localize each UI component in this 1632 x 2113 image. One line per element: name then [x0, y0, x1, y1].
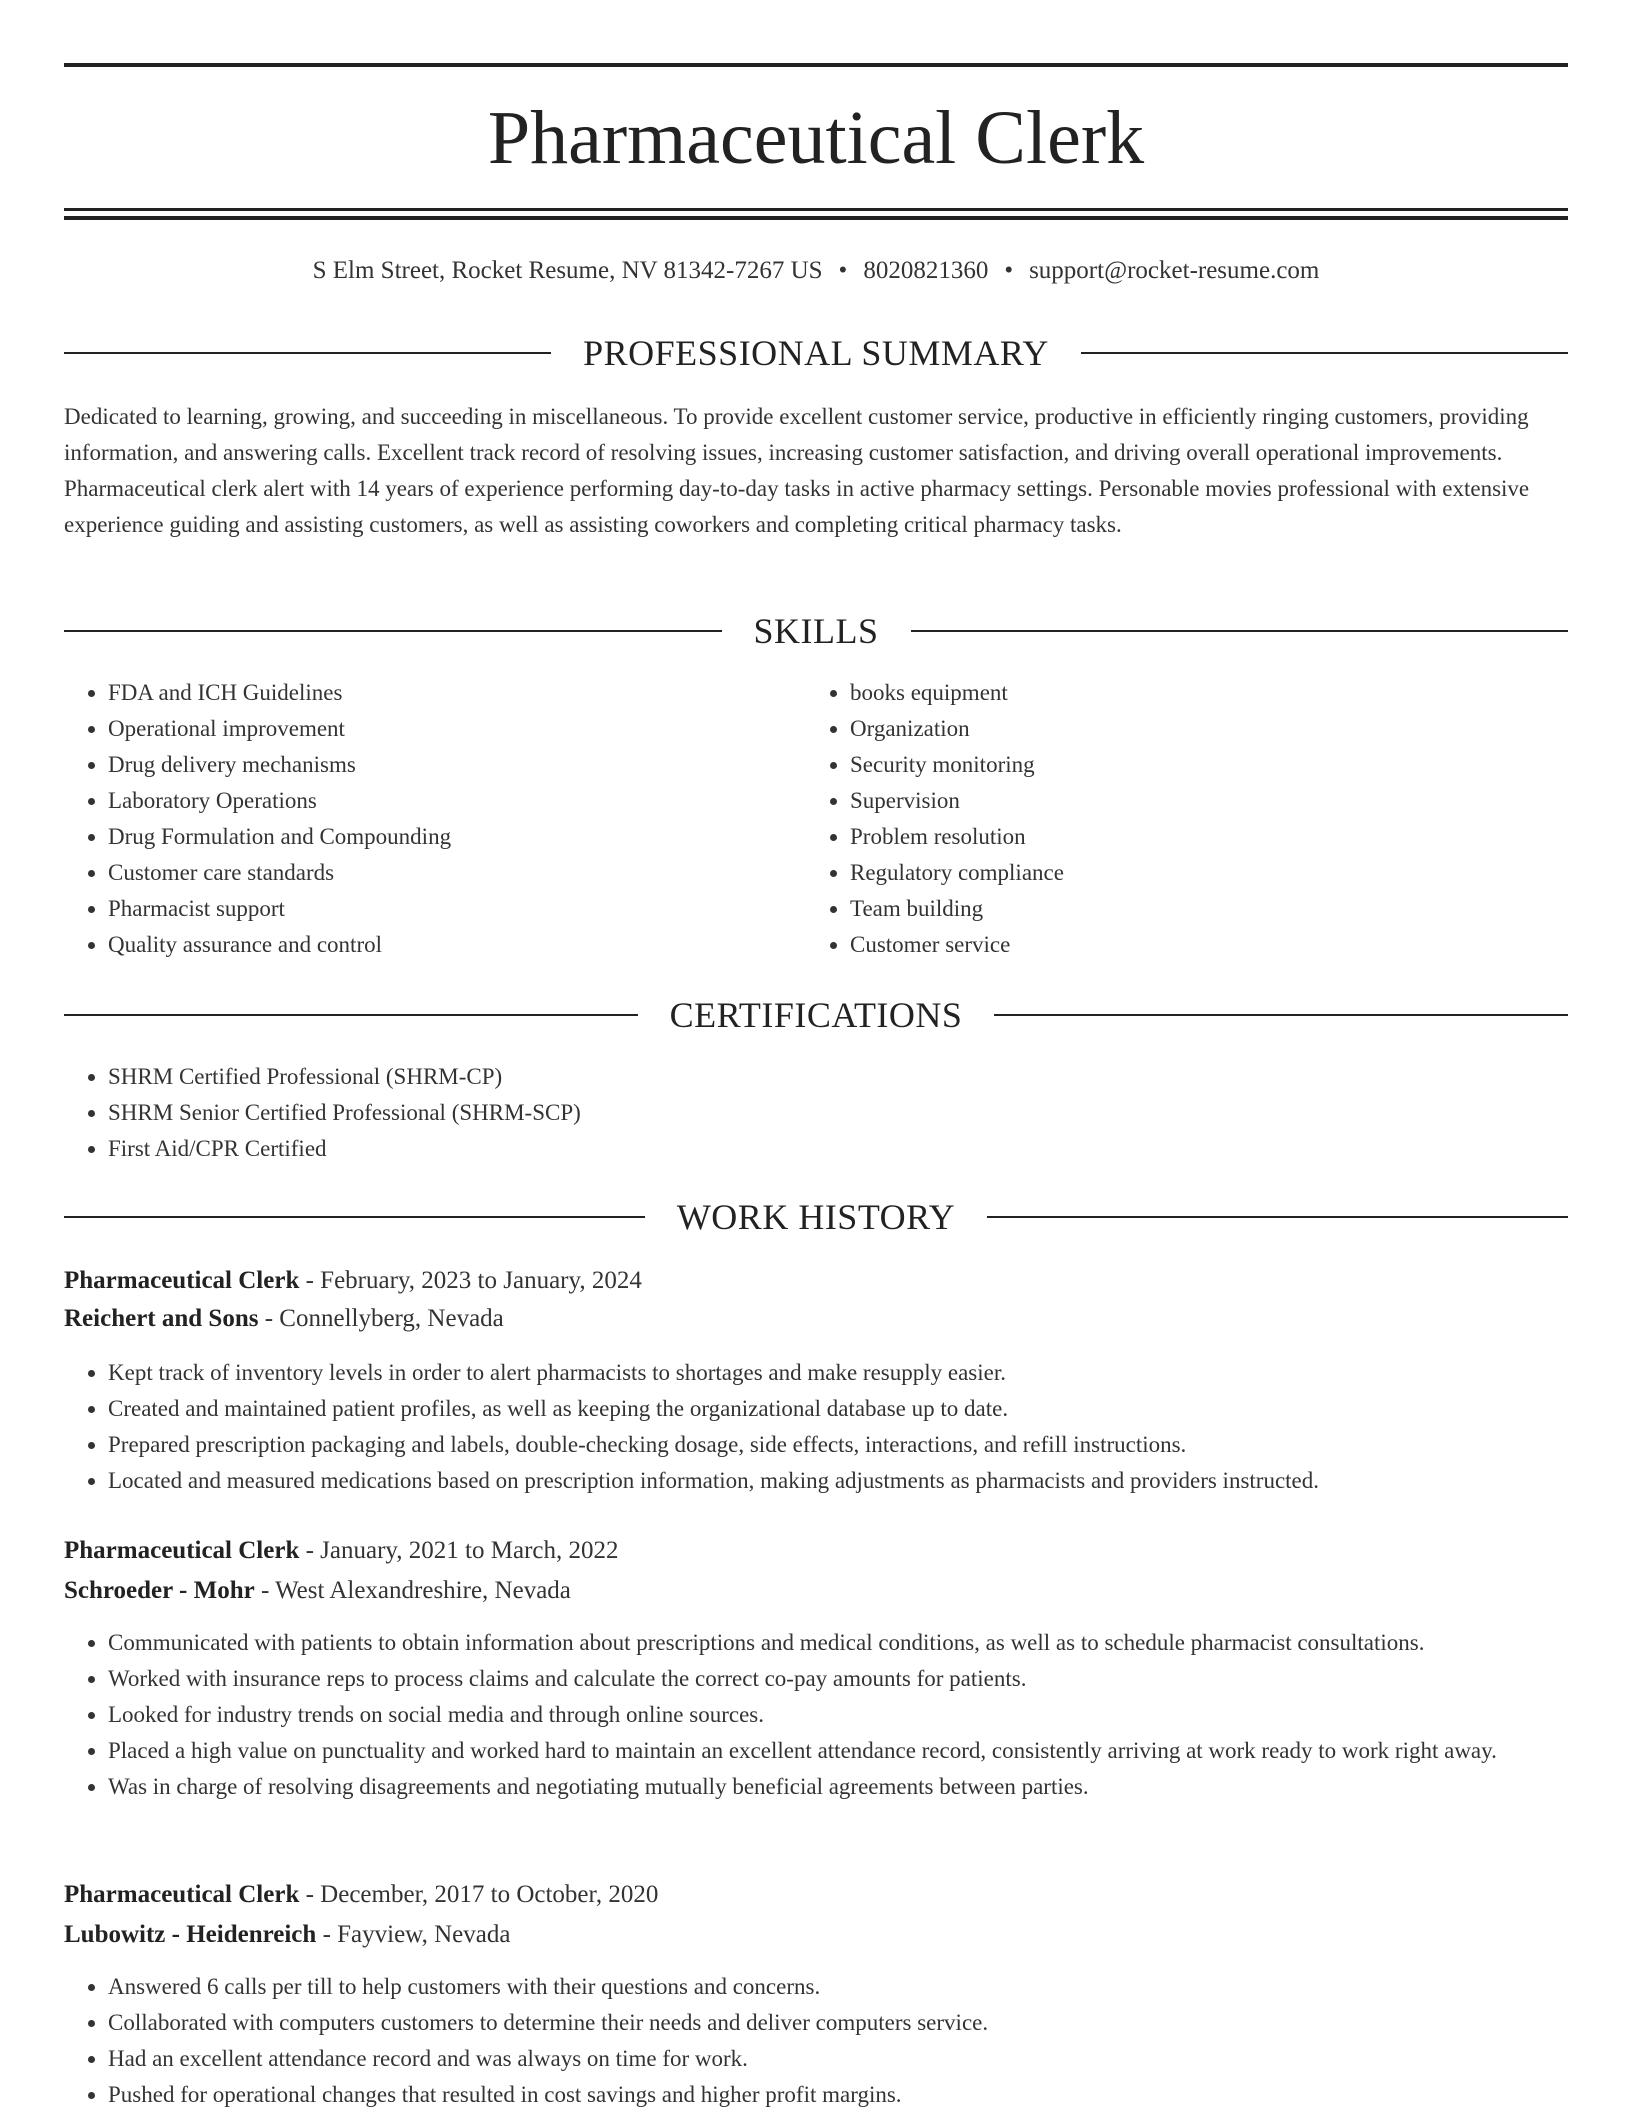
job-bullet: • Kept track of inventory levels in order to alert pharmacists to shortages and make resupply easier.	[108, 1355, 1568, 1391]
job-title: Pharmaceutical Clerk	[64, 1537, 300, 1564]
contact-phone: 8020821360	[863, 257, 989, 284]
job-bullet: • Collaborated with computers customers to determine their needs and deliver computers service.	[108, 2005, 1568, 2041]
skill-item: • books equipment	[850, 675, 1550, 711]
skill-item: • Drug delivery mechanisms	[108, 747, 808, 783]
contact-line	[64, 256, 1568, 286]
skill-item: • Organization	[850, 711, 1550, 747]
skills-list-left	[64, 675, 808, 963]
job-company: Lubowitz - Heidenreich	[64, 1921, 317, 1948]
heading-rule	[987, 1216, 1568, 1218]
job-dates: - December, 2017 to October, 2020	[299, 1881, 659, 1908]
certifications-list	[64, 1059, 1508, 1167]
skill-item: • Problem resolution	[850, 819, 1550, 855]
skill-item: • Operational improvement	[108, 711, 808, 747]
heading-rule	[64, 630, 722, 632]
skill-item: • Quality assurance and control	[108, 927, 808, 963]
job-title: Pharmaceutical Clerk	[64, 1881, 300, 1908]
job-bullet: • Answered 6 calls per till to help customers with their questions and concerns.	[108, 1969, 1568, 2005]
skill-item: • Customer service	[850, 927, 1550, 963]
job-location: - Connellyberg, Nevada	[258, 1305, 504, 1332]
job-title-line	[64, 1533, 1568, 1569]
header-top-rule	[64, 63, 1568, 67]
resume-title: Pharmaceutical Clerk	[487, 96, 1145, 180]
heading-rule	[64, 1216, 645, 1218]
heading-rule	[994, 1014, 1568, 1016]
job-company-line	[64, 1301, 1568, 1337]
skill-item: • Security monitoring	[850, 747, 1550, 783]
job-company-line	[64, 1573, 1568, 1609]
job-bullet: • Was in charge of resolving disagreements and negotiating mutually beneficial agreements between parties.	[108, 1769, 1568, 1805]
skill-item: • Team building	[850, 891, 1550, 927]
skill-item: • Laboratory Operations	[108, 783, 808, 819]
job-bullets	[64, 1625, 1568, 1805]
job-title-line	[64, 1263, 1568, 1299]
skill-item: • Customer care standards	[108, 855, 808, 891]
certification-item: • SHRM Certified Professional (SHRM-CP)	[108, 1059, 1508, 1095]
header-bottom-rule-double	[64, 216, 1568, 220]
skill-item: • Supervision	[850, 783, 1550, 819]
section-heading-skills	[64, 611, 1568, 651]
contact-email[interactable]: support@rocket-resume.com	[1029, 257, 1320, 284]
certification-item: • SHRM Senior Certified Professional (SHRM-SCP)	[108, 1095, 1508, 1131]
contact-separator: •	[1004, 257, 1014, 284]
skill-item: • Pharmacist support	[108, 891, 808, 927]
job-company: Schroeder - Mohr	[64, 1577, 255, 1604]
section-heading-work-history	[64, 1197, 1568, 1237]
contact-address: S Elm Street, Rocket Resume, NV 81342-7267 US	[312, 257, 823, 284]
job-bullet: • Located and measured medications based on prescription information, making adjustments as pharmacists and providers instructed.	[108, 1463, 1568, 1499]
contact-separator: •	[838, 257, 848, 284]
job-title: Pharmaceutical Clerk	[64, 1267, 300, 1294]
job-bullets	[64, 1355, 1568, 1499]
job-company: Reichert and Sons	[64, 1305, 259, 1332]
heading-rule	[1081, 352, 1568, 354]
skill-item: • Regulatory compliance	[850, 855, 1550, 891]
job-company-line	[64, 1917, 1568, 1953]
header-bottom-rule	[64, 208, 1568, 211]
skill-item: • FDA and ICH Guidelines	[108, 675, 808, 711]
heading-rule	[64, 1014, 638, 1016]
summary-text: Dedicated to learning, growing, and succeeding in miscellaneous. To provide excellent customer service, productive in efficiently ringing customers, providing information, and answering calls. Excellent track record of resolving issues, increasing customer satisfaction, and driving overall operational improvements. Pharmaceutical clerk alert with 14 years of experience performing day-to-day tasks in active pharmacy settings. Personable movies professional with extensive experience guiding and assisting customers, as well as assisting coworkers and completing critical pharmacy tasks.	[64, 404, 1530, 537]
section-heading-certifications	[64, 995, 1568, 1035]
job-location: - Fayview, Nevada	[316, 1921, 511, 1948]
job-bullet: • Placed a high value on punctuality and worked hard to maintain an excellent attendance record, consistently arriving at work ready to work right away.	[108, 1733, 1568, 1769]
job-bullets	[64, 1969, 1568, 2113]
job-bullet: • Created and maintained patient profiles, as well as keeping the organizational database up to date.	[108, 1391, 1568, 1427]
job-dates: - January, 2021 to March, 2022	[299, 1537, 619, 1564]
section-title: WORK HISTORY	[676, 1197, 956, 1237]
section-heading-summary	[64, 333, 1568, 373]
heading-rule	[64, 352, 551, 354]
job-bullet: • Looked for industry trends on social media and through online sources.	[108, 1697, 1568, 1733]
section-title: CERTIFICATIONS	[669, 995, 963, 1035]
job-title-line	[64, 1877, 1568, 1913]
job-dates: - February, 2023 to January, 2024	[299, 1267, 642, 1294]
job-location: - West Alexandreshire, Nevada	[254, 1577, 571, 1604]
job-bullet: • Pushed for operational changes that resulted in cost savings and higher profit margins.	[108, 2077, 1568, 2113]
job-bullet: • Communicated with patients to obtain information about prescriptions and medical conditions, as well as to schedule pharmacist consultations.	[108, 1625, 1568, 1661]
heading-rule	[911, 630, 1569, 632]
section-title: SKILLS	[753, 611, 879, 651]
job-bullet: • Worked with insurance reps to process claims and calculate the correct co-pay amounts for patients.	[108, 1661, 1568, 1697]
section-title: PROFESSIONAL SUMMARY	[583, 333, 1049, 373]
job-bullet: • Prepared prescription packaging and labels, double-checking dosage, side effects, interactions, and refill instructions.	[108, 1427, 1568, 1463]
job-bullet: • Had an excellent attendance record and was always on time for work.	[108, 2041, 1568, 2077]
skills-list-right	[806, 675, 1550, 963]
certification-item: • First Aid/CPR Certified	[108, 1131, 1508, 1167]
skill-item: • Drug Formulation and Compounding	[108, 819, 808, 855]
